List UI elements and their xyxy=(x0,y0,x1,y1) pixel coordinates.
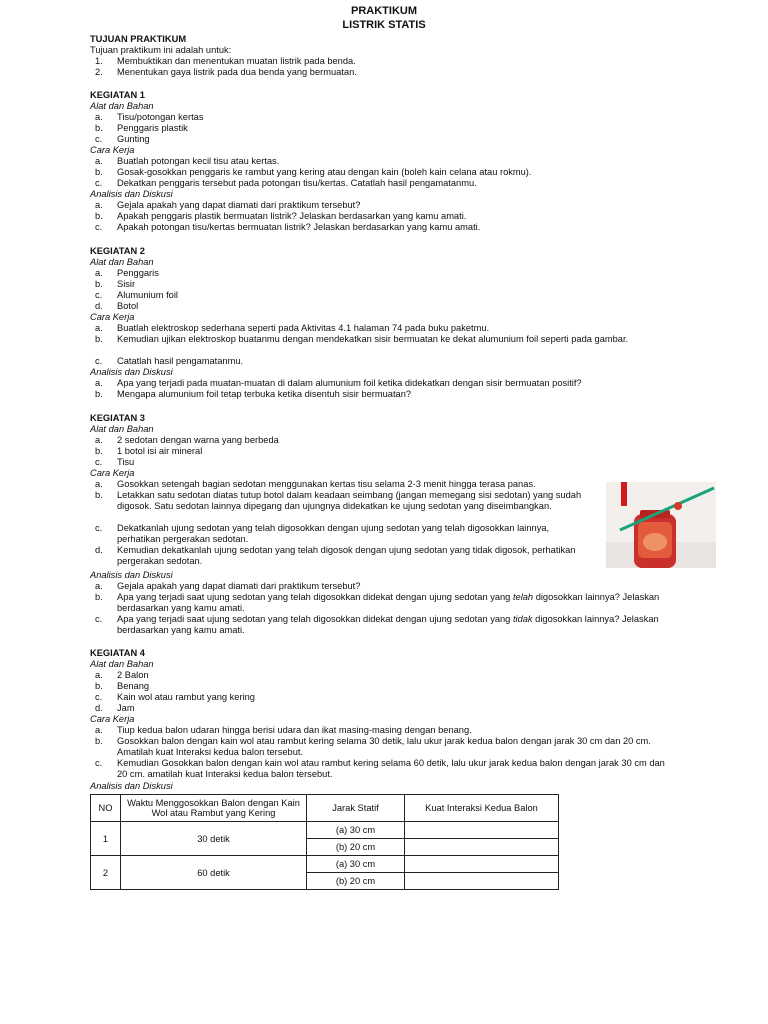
list-marker: a. xyxy=(95,479,103,489)
table-header-cell: Jarak Statif xyxy=(307,795,405,822)
list-marker: a. xyxy=(95,670,103,680)
list-marker: b. xyxy=(95,389,103,399)
list-text: Tiup kedua balon udaran hingga berisi udara dan ikat masing-masing dengan benang. xyxy=(117,725,472,735)
list-text: Letakkan satu sedotan diatas tutup botol dalam keadaan seimbang (jangan memegang sisi sedotan) yang sudah digosok. Satu sedotan lainnya dipegang dan ujungnya didekatkan ke ujung sedotan yang diseimbangkan. xyxy=(117,490,582,511)
table-cell-waktu: 30 detik xyxy=(121,822,307,856)
list-marker: c. xyxy=(95,758,103,768)
table-cell-no: 1 xyxy=(91,822,121,856)
list-text: 2 sedotan dengan warna yang berbeda xyxy=(117,435,279,445)
list-text xyxy=(117,614,677,636)
emphasis-text: telah xyxy=(512,592,534,602)
table-row xyxy=(91,856,559,873)
doc-title: PRAKTIKUM xyxy=(351,5,417,17)
list-marker: b. xyxy=(95,490,103,500)
list-text: Kemudian ujikan elektroskop buatanmu dengan mendekatkan sisir bermuatan ke dekat alumunium foil seperti pada gambar. xyxy=(117,334,629,344)
list-marker: b. xyxy=(95,446,103,456)
list-text: Gosokkan setengah bagian sedotan menggunakan kertas tisu selama 2-3 menit hingga terasa panas. xyxy=(117,479,536,489)
list-text: Dekatkanlah ujung sedotan yang telah digosokkan dengan ujung sedotan yang telah digosokkan lainnya, perhatikan pergerakan sedotan. xyxy=(117,523,550,544)
table-header-cell: Waktu Menggosokkan Balon dengan Kain Wol atau Rambut yang Kering xyxy=(121,795,307,822)
text-part: Apa yang terjadi saat ujung sedotan yang telah digosokkan didekat dengan ujung sedotan yang xyxy=(117,614,513,624)
result-table xyxy=(90,794,559,890)
table-header-cell: NO xyxy=(91,795,121,822)
list-text: Catatlah hasil pengamatanmu. xyxy=(117,356,244,366)
list-text: 2 Balon xyxy=(117,670,149,680)
list-marker: a. xyxy=(95,112,103,122)
list-text: Botol xyxy=(117,301,139,311)
list-text: Buatlah potongan kecil tisu atau kertas. xyxy=(117,156,280,166)
list-marker: 2. xyxy=(95,67,103,77)
bottle-straw-illustration xyxy=(606,482,716,568)
analisis-label: Analisis dan Diskusi xyxy=(90,189,173,199)
list-marker: c. xyxy=(95,134,103,144)
table-row xyxy=(91,822,559,839)
list-marker: c. xyxy=(95,222,103,232)
list-marker: c. xyxy=(95,523,103,533)
doc-subtitle: LISTRIK STATIS xyxy=(342,19,426,31)
list-text: Apakah penggaris plastik bermuatan listrik? Jelaskan berdasarkan yang kamu amati. xyxy=(117,211,467,221)
list-marker: d. xyxy=(95,301,103,311)
kegiatan-3-heading: KEGIATAN 3 xyxy=(90,413,145,423)
analisis-label: Analisis dan Diskusi xyxy=(90,367,173,377)
list-text: Dekatkan penggaris tersebut pada potongan tisu/kertas. Catatlah hasil pengamatanmu. xyxy=(117,178,477,188)
list-marker: c. xyxy=(95,178,103,188)
alat-label: Alat dan Bahan xyxy=(90,424,154,434)
list-marker: a. xyxy=(95,268,103,278)
list-text: Alumunium foil xyxy=(117,290,178,300)
list-text: Mengapa alumunium foil tetap terbuka ketika disentuh sisir bermuatan? xyxy=(117,389,412,399)
list-marker: c. xyxy=(95,457,103,467)
cara-label: Cara Kerja xyxy=(90,312,135,322)
list-text: Jam xyxy=(117,703,135,713)
table-cell-jarak: (b) 20 cm xyxy=(307,839,405,856)
list-marker: a. xyxy=(95,378,103,388)
list-marker: b. xyxy=(95,211,103,221)
list-text: Benang xyxy=(117,681,150,691)
table-cell-empty xyxy=(405,822,559,839)
list-marker: b. xyxy=(95,736,103,746)
list-marker: b. xyxy=(95,167,103,177)
alat-label: Alat dan Bahan xyxy=(90,101,154,111)
text-part: digosokkan lainnya? Jelaskan berdasarkan yang kamu amati. xyxy=(117,592,660,613)
table-cell-jarak: (b) 20 cm xyxy=(307,873,405,890)
list-marker: c. xyxy=(95,692,103,702)
list-text: Kain wol atau rambut yang kering xyxy=(117,692,255,702)
list-text: Membuktikan dan menentukan muatan listrik pada benda. xyxy=(117,56,356,66)
tujuan-heading: TUJUAN PRAKTIKUM xyxy=(90,34,187,44)
bottle-straw-photo xyxy=(606,482,716,568)
kegiatan-1-heading: KEGIATAN 1 xyxy=(90,90,145,100)
emphasis-text: tidak xyxy=(512,614,533,624)
table-cell-jarak: (a) 30 cm xyxy=(307,856,405,873)
list-marker: a. xyxy=(95,435,103,445)
kegiatan-4-heading: KEGIATAN 4 xyxy=(90,648,145,658)
list-marker: c. xyxy=(95,614,103,624)
list-text: Kemudian Gosokkan balon dengan kain wol atau rambut kering selama 60 detik, lalu ukur jarak kedua balon dengan jarak 30 cm dan 20 cm. amatilah kuat Interaksi kedua balon tersebut. xyxy=(117,758,665,779)
list-text: Gejala apakah yang dapat diamati dari praktikum tersebut? xyxy=(117,200,361,210)
list-text: Gejala apakah yang dapat diamati dari praktikum tersebut? xyxy=(117,581,361,591)
list-marker: c. xyxy=(95,290,103,300)
list-text: 1 botol isi air mineral xyxy=(117,446,203,456)
kegiatan-2-heading: KEGIATAN 2 xyxy=(90,246,145,256)
list-text: Apakah potongan tisu/kertas bermuatan listrik? Jelaskan berdasarkan yang kamu amati. xyxy=(117,222,481,232)
list-text xyxy=(117,592,677,614)
list-marker: b. xyxy=(95,681,103,691)
table-cell-empty xyxy=(405,839,559,856)
list-marker: a. xyxy=(95,581,103,591)
list-marker: a. xyxy=(95,200,103,210)
analisis-label: Analisis dan Diskusi xyxy=(90,781,173,791)
alat-label: Alat dan Bahan xyxy=(90,659,154,669)
list-text: Menentukan gaya listrik pada dua benda yang bermuatan. xyxy=(117,67,357,77)
list-text: Gosokkan balon dengan kain wol atau rambut kering selama 30 detik, lalu ukur jarak kedua balon dengan jarak 30 cm dan 20 cm. Amatilah kuat Interaksi kedua balon tersebut. xyxy=(117,736,651,757)
text-part: digosokkan lainnya? Jelaskan berdasarkan yang kamu amati. xyxy=(117,614,659,635)
list-text: Kemudian dekatkanlah ujung sedotan yang telah digosok dengan ujung sedotan yang tidak digosok, perhatikan pergerakan sedotan. xyxy=(117,545,576,566)
list-marker: b. xyxy=(95,279,103,289)
list-marker: b. xyxy=(95,334,103,344)
table-cell-empty xyxy=(405,873,559,890)
list-marker: d. xyxy=(95,703,103,713)
list-text: Gunting xyxy=(117,134,150,144)
list-text: Buatlah elektroskop sederhana seperti pada Aktivitas 4.1 halaman 74 pada buku paketmu. xyxy=(117,323,490,333)
list-text: Sisir xyxy=(117,279,136,289)
table-cell-waktu: 60 detik xyxy=(121,856,307,890)
list-text: Penggaris plastik xyxy=(117,123,188,133)
list-text: Tisu xyxy=(117,457,135,467)
table-header-cell: Kuat Interaksi Kedua Balon xyxy=(405,795,559,822)
text-part: Apa yang terjadi saat ujung sedotan yang telah digosokkan didekat dengan ujung sedotan yang xyxy=(117,592,513,602)
table-header-row xyxy=(91,795,559,822)
cara-label: Cara Kerja xyxy=(90,468,135,478)
list-marker: d. xyxy=(95,545,103,555)
alat-label: Alat dan Bahan xyxy=(90,257,154,267)
list-text: Tisu/potongan kertas xyxy=(117,112,204,122)
tujuan-intro: Tujuan praktikum ini adalah untuk: xyxy=(90,45,232,55)
list-text: Penggaris xyxy=(117,268,159,278)
list-marker: b. xyxy=(95,592,103,602)
list-marker: a. xyxy=(95,156,103,166)
list-marker: b. xyxy=(95,123,103,133)
table-cell-no: 2 xyxy=(91,856,121,890)
list-marker: a. xyxy=(95,323,103,333)
table-cell-empty xyxy=(405,856,559,873)
list-marker: c. xyxy=(95,356,103,366)
table-cell-jarak: (a) 30 cm xyxy=(307,822,405,839)
cara-label: Cara Kerja xyxy=(90,714,135,724)
analisis-label: Analisis dan Diskusi xyxy=(90,570,173,580)
cara-label: Cara Kerja xyxy=(90,145,135,155)
list-marker: 1. xyxy=(95,56,103,66)
list-marker: a. xyxy=(95,725,103,735)
list-text: Apa yang terjadi pada muatan-muatan di dalam alumunium foil ketika didekatkan dengan sisir bermuatan positif? xyxy=(117,378,582,388)
list-text: Gosak-gosokkan penggaris ke rambut yang kering atau dengan kain (boleh kain celana atau rokmu). xyxy=(117,167,532,177)
